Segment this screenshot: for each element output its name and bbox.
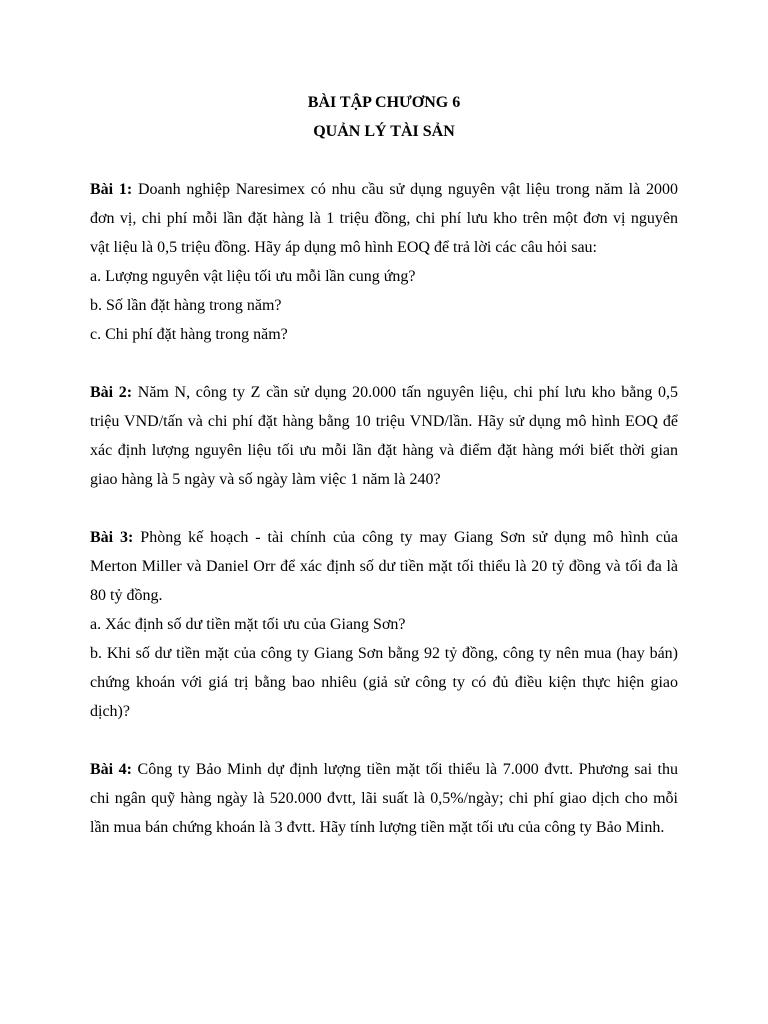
problem-text: Phòng kế hoạch - tài chính của công ty may Giang Sơn sử dụng mô hình của xyxy=(133,529,678,546)
question-a: a. Xác định số dư tiền mặt tối ưu của Giang Sơn? xyxy=(90,616,406,633)
problem-line: đơn vị, chi phí mỗi lần đặt hàng là 1 triệu đồng, chi phí lưu kho trên một đơn vị nguyên xyxy=(90,210,678,227)
problem-label: Bài 1: xyxy=(90,181,133,198)
problem-line xyxy=(90,175,678,204)
chapter-title: BÀI TẬP CHƯƠNG 6 xyxy=(307,94,461,111)
problem-2 xyxy=(90,378,678,494)
problem-line: chứng khoán với giá trị bằng bao nhiêu (giả sử công ty có đủ điều kiện thực hiện giao xyxy=(90,674,678,691)
question-b: b. Khi số dư tiền mặt của công ty Giang Sơn bằng 92 tỷ đồng, công ty nên mua (hay bán) xyxy=(90,645,678,662)
problem-text: Năm N, công ty Z cần sử dụng 20.000 tấn nguyên liệu, chi phí lưu kho bằng 0,5 xyxy=(132,384,678,401)
problem-3 xyxy=(90,523,678,726)
problem-line xyxy=(90,378,678,407)
problem-line: lần mua bán chứng khoán là 3 đvtt. Hãy tính lượng tiền mặt tối ưu của công ty Bảo Minh. xyxy=(90,819,665,836)
problem-line: 80 tỷ đồng. xyxy=(90,587,163,604)
problem-1 xyxy=(90,175,678,349)
problem-4 xyxy=(90,755,678,842)
problem-label: Bài 3: xyxy=(90,529,134,546)
problem-line: xác định lượng nguyên liệu tối ưu mỗi lần đặt hàng và điểm đặt hàng mới biết thời gian xyxy=(90,442,678,459)
problem-line: chi ngân quỹ hàng ngày là 520.000 đvtt, lãi suất là 0,5%/ngày; chi phí giao dịch cho mỗi xyxy=(90,790,678,807)
chapter-subtitle: QUẢN LÝ TÀI SẢN xyxy=(313,123,455,140)
problem-text: Doanh nghiệp Naresimex có nhu cầu sử dụng nguyên vật liệu trong năm là 2000 xyxy=(132,181,678,198)
problem-line: giao hàng là 5 ngày và số ngày làm việc 1 năm là 240? xyxy=(90,471,441,488)
problem-label: Bài 4: xyxy=(90,761,132,778)
problem-line xyxy=(90,523,678,552)
question-b: b. Số lần đặt hàng trong năm? xyxy=(90,297,282,314)
question-a: a. Lượng nguyên vật liệu tối ưu mỗi lần cung ứng? xyxy=(90,268,416,285)
problem-line: Merton Miller và Daniel Orr để xác định số dư tiền mặt tối thiểu là 20 tỷ đồng và tối đa là xyxy=(90,558,678,575)
problem-line: vật liệu là 0,5 triệu đồng. Hãy áp dụng mô hình EOQ để trả lời các câu hỏi sau: xyxy=(90,239,597,256)
problem-line: dịch)? xyxy=(90,703,130,720)
problem-text: Công ty Bảo Minh dự định lượng tiền mặt tối thiểu là 7.000 đvtt. Phương sai thu xyxy=(132,761,679,778)
problem-line xyxy=(90,755,678,784)
problem-label: Bài 2: xyxy=(90,384,133,401)
problem-line: triệu VND/tấn và chi phí đặt hàng bằng 10 triệu VND/lần. Hãy sử dụng mô hình EOQ để xyxy=(90,413,678,430)
question-c: c. Chi phí đặt hàng trong năm? xyxy=(90,326,288,343)
